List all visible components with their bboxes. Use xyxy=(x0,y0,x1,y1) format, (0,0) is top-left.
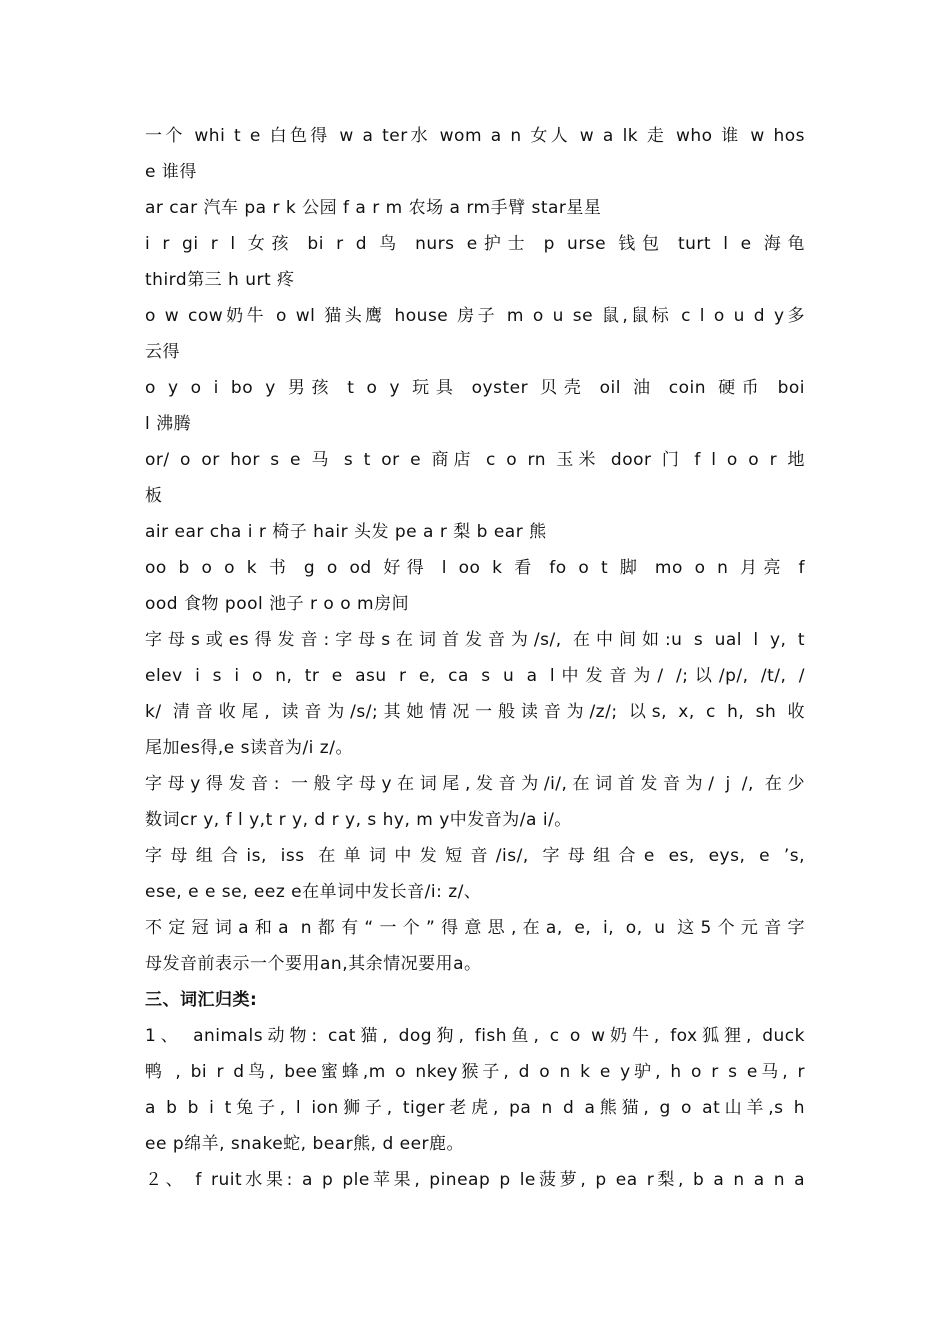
text-line: oo b o o k 书 g o od 好得 l oo k 看 fo o t 脚 mo o n 月亮 f xyxy=(145,558,805,578)
text-line: k/ 清音收尾, 读音为/s/;其她情况一般读音为/z/; 以s, x, c h, sh 收 xyxy=(145,702,805,722)
text-line: i r gi r l 女孩 bi r d 鸟 nurs e护士 p urse 钱包 turt l e 海龟 xyxy=(145,234,805,254)
text-line: 鸭 , bi r d鸟, bee蜜蜂,m o nkey猴子, d o n k e y驴, h o r s e马, r xyxy=(145,1062,805,1082)
text-line: o y o i bo y 男孩 t o y 玩具 oyster 贝壳 oil 油 coin 硬币 boi xyxy=(145,378,805,398)
text-line: 母发音前表示一个要用an,其余情况要用a。 xyxy=(145,954,482,974)
text-line: air ear cha i r 椅子 hair 头发 pe a r 梨 b ear 熊 xyxy=(145,522,547,542)
text-line: 一个 whi t e 白色得 w a ter水 wom a n 女人 w a lk 走 who 谁 w hos xyxy=(145,126,805,146)
text-line: ar car 汽车 pa r k 公园 f a r m 农场 a rm手臂 star星星 xyxy=(145,198,602,218)
text-line: 不定冠词a和a n都有“一个”得意思,在a, e, i, o, u 这5个元音字 xyxy=(145,918,805,938)
text-line: a b b i t兔子, l ion狮子, tiger老虎, pa n d a熊猫, g o at山羊,s h xyxy=(145,1098,805,1118)
text-line: ee p绵羊, snake蛇, bear熊, d eer鹿。 xyxy=(145,1134,465,1154)
text-line: o w cow奶牛 o wl 猫头鹰 house 房子 m o u se 鼠,鼠标 c l o u d y多 xyxy=(145,306,805,326)
text-line: or/ o or hor s e 马 s t or e 商店 c o rn 玉米 door 门 f l o o r 地 xyxy=(145,450,805,470)
text-line: 云得 xyxy=(145,342,180,362)
text-line: e 谁得 xyxy=(145,162,197,182)
text-line: 数词cr y, f l y,t r y, d r y, s hy, m y中发音为/a i/。 xyxy=(145,810,572,830)
text-line: ２、 f ruit水果: a p ple苹果, pineap p le菠萝, p ea r梨, b a n a n a xyxy=(145,1170,805,1190)
text-line: ood 食物 pool 池子 r o o m房间 xyxy=(145,594,410,614)
text-line: 字母组合is, iss 在单词中发短音/is/, 字母组合e es, eys, e ’s, xyxy=(145,846,805,866)
text-line: 1、 animals动物: cat猫, dog狗, fish鱼, c o w奶牛, fox狐狸, duck xyxy=(145,1026,805,1046)
section-heading: 三、词汇归类: xyxy=(145,990,258,1010)
document-page xyxy=(145,118,805,1198)
text-line: l 沸腾 xyxy=(145,414,192,434)
text-line: third第三 h urt 疼 xyxy=(145,270,295,290)
text-line: 字母y得发音: 一般字母y在词尾,发音为/i/,在词首发音为/ j /, 在少 xyxy=(145,774,805,794)
text-line: 板 xyxy=(145,486,163,506)
text-line: elev i s i o n, tr e asu r e, ca s u a l中发音为/ /;以/p/, /t/, / xyxy=(145,666,805,686)
text-line: 尾加es得,e s读音为/i z/。 xyxy=(145,738,353,758)
text-line: 字母s或es得发音:字母s在词首发音为/s/, 在中间如:u s ual l y, t xyxy=(145,630,805,650)
text-line: ese, e e se, eez e在单词中发长音/i: z/、 xyxy=(145,882,482,902)
